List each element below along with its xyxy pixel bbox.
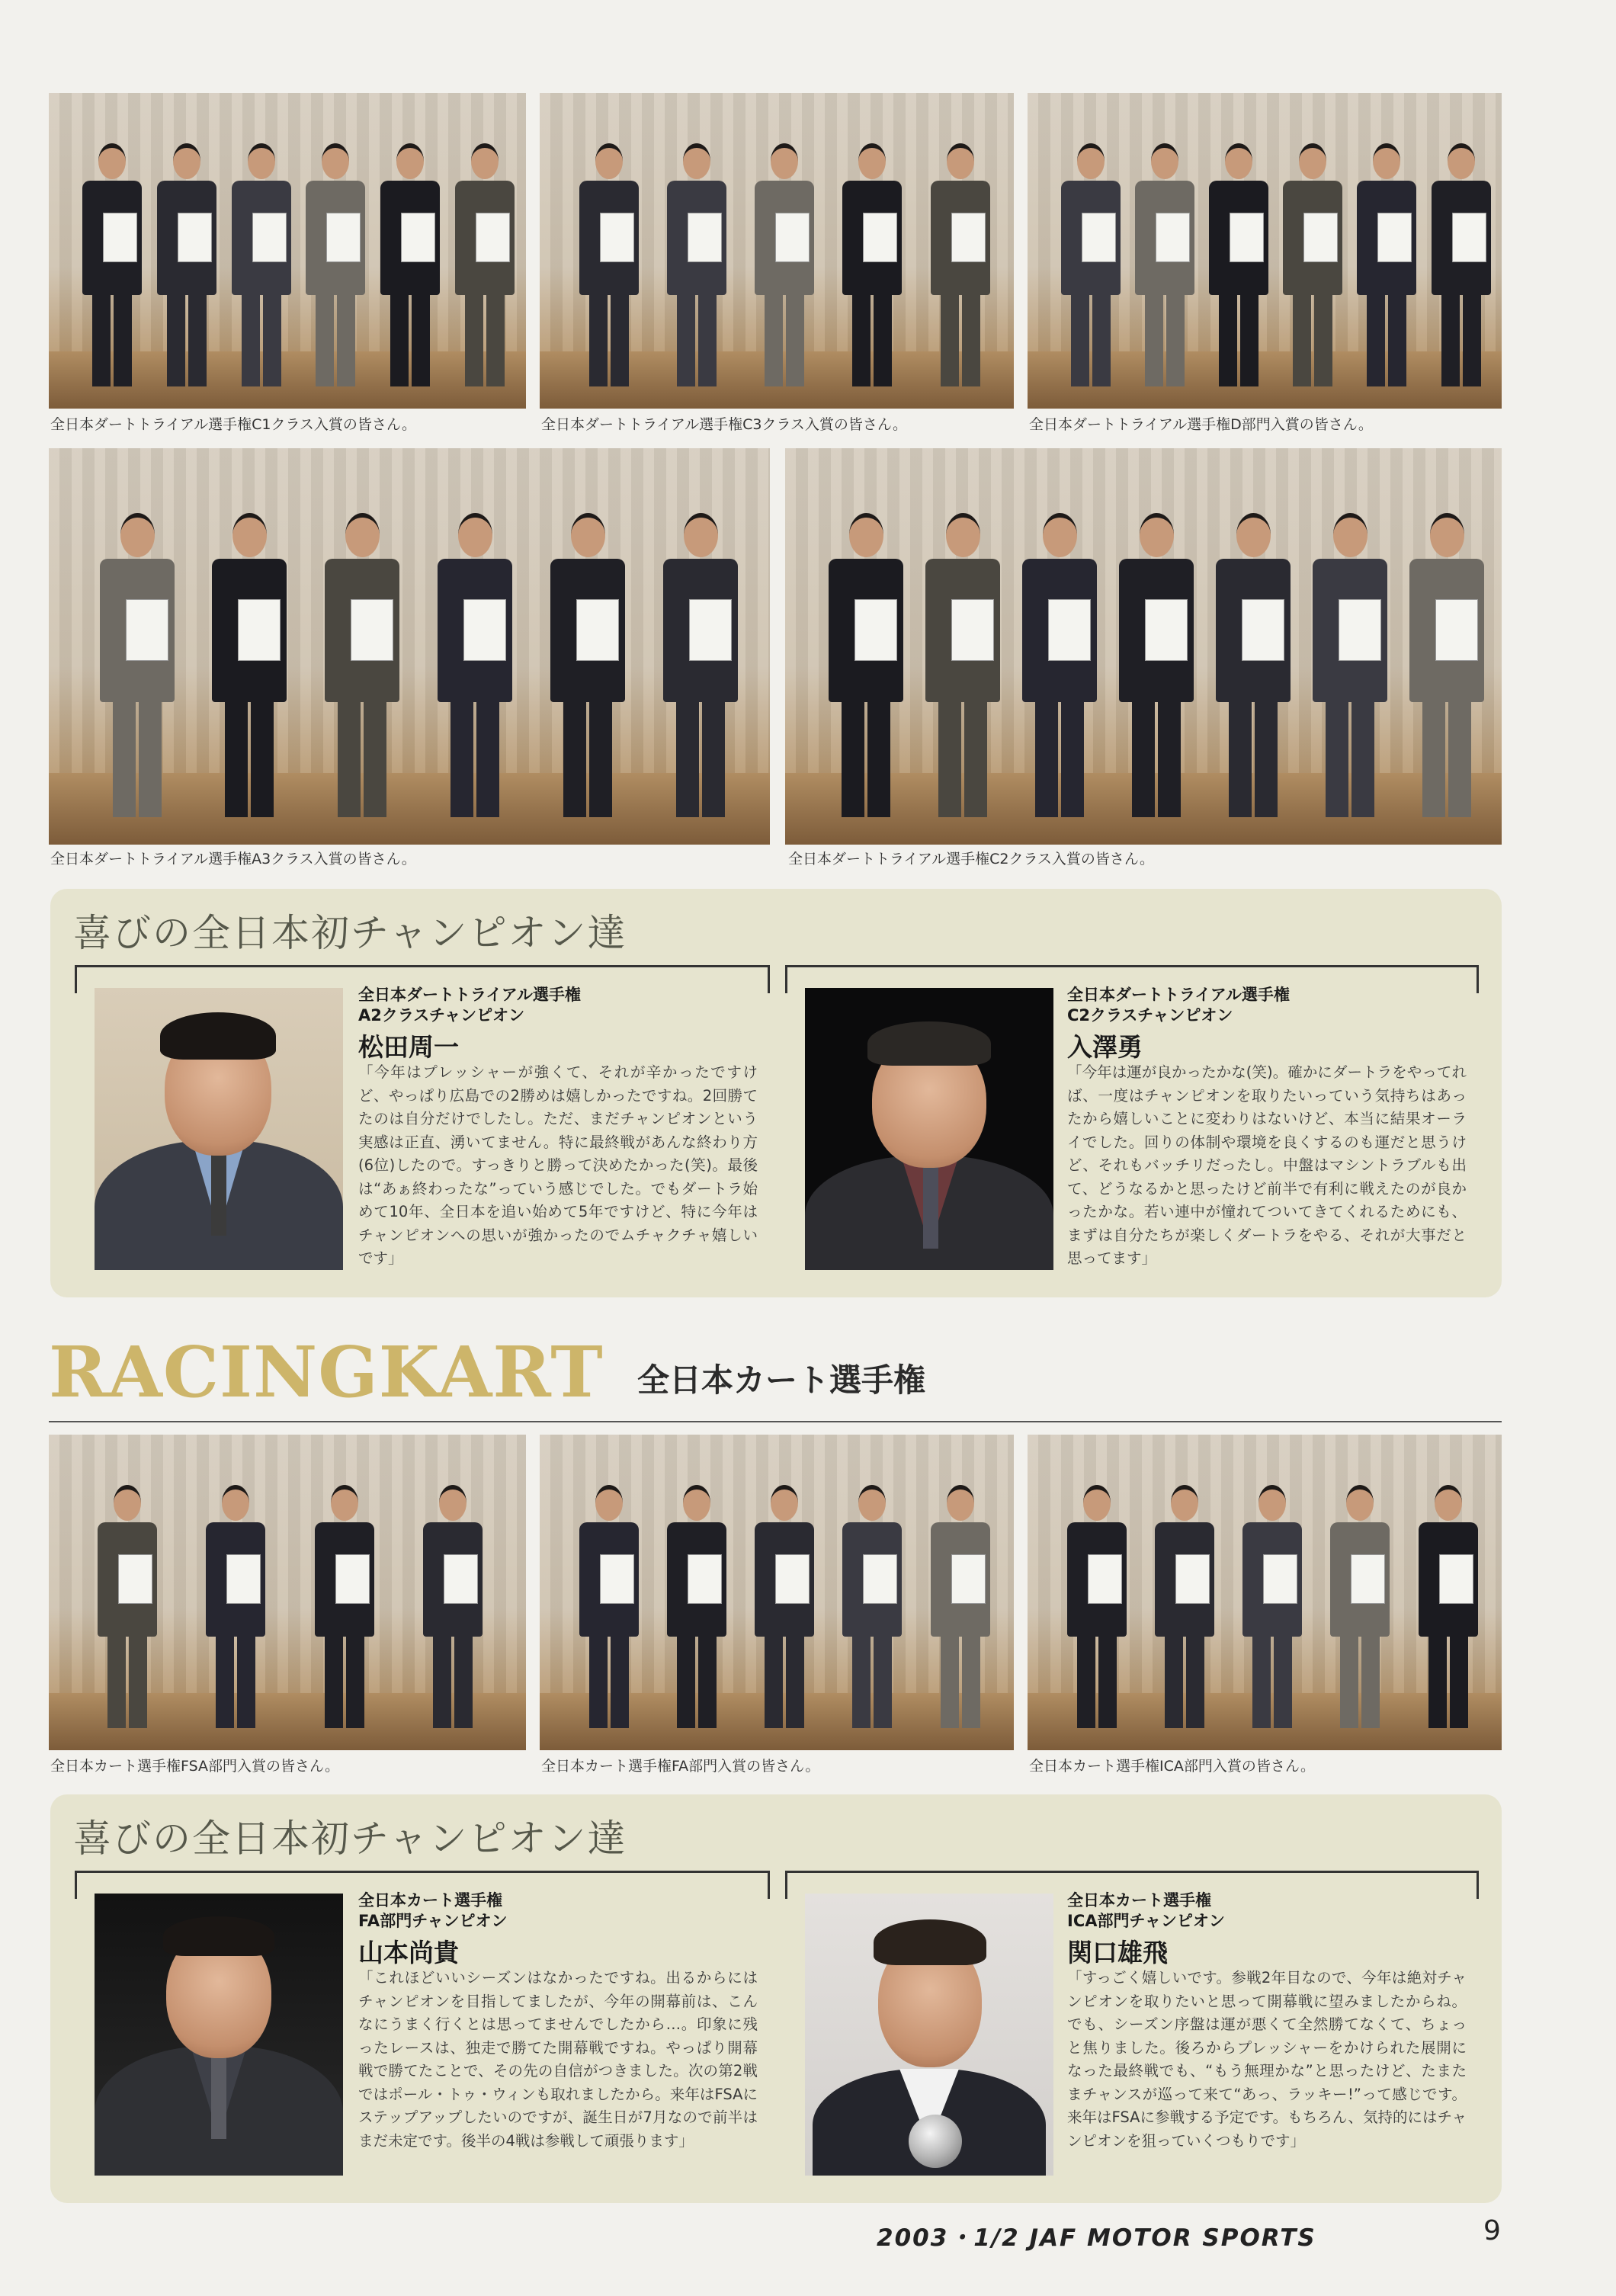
award-recipient-figure bbox=[931, 143, 990, 386]
champion-name: 関口雄飛 bbox=[1067, 1938, 1168, 1967]
caption-c2: 全日本ダートトライアル選手権C2クラス入賞の皆さん。 bbox=[788, 851, 1155, 867]
class-label: ICA部門チャンピオン bbox=[1067, 1912, 1225, 1930]
award-recipient-figure bbox=[579, 1485, 639, 1728]
caption-d: 全日本ダートトライアル選手権D部門入賞の皆さん。 bbox=[1029, 416, 1373, 433]
section-rule bbox=[49, 1421, 1502, 1422]
award-photo-c3 bbox=[540, 93, 1014, 409]
page-number: 9 bbox=[1483, 2215, 1501, 2246]
champion-portrait bbox=[95, 1894, 343, 2176]
champion-quote: 「今年はプレッシャーが強くて、それが辛かったですけど、やっぱり広島での2勝めは嬉しかったですね。2回勝てたのは自分だけでしたし。ただ、まだチャンピオンという実感は正直、湧いてません。特に最終戦があんな終わり方(6位)したので。すっきりと勝って決めたかった(笑)。最後は“あぁ終わったな”っていう感じでした。でもダートラ始めて10年、全日本を追い始めて5年ですけど、特に今年はチャンピオンへの思いが強かったのでムチャクチャ嬉しいです」 bbox=[358, 1063, 758, 1267]
award-recipient-figure bbox=[1119, 513, 1194, 817]
award-recipient-figure bbox=[423, 1485, 483, 1728]
series-label: 全日本ダートトライアル選手権 bbox=[358, 986, 581, 1004]
award-recipient-figure bbox=[579, 143, 639, 386]
champion-portrait bbox=[95, 988, 343, 1270]
award-recipient-figure bbox=[325, 513, 399, 817]
award-recipient-figure bbox=[1330, 1485, 1390, 1728]
award-recipient-figure bbox=[663, 513, 738, 817]
award-recipient-figure bbox=[1022, 513, 1097, 817]
award-recipient-figure bbox=[1283, 143, 1342, 386]
award-recipient-figure bbox=[380, 143, 440, 386]
award-recipient-figure bbox=[925, 513, 1000, 817]
award-recipient-figure bbox=[306, 143, 365, 386]
award-recipient-figure bbox=[1216, 513, 1291, 817]
award-photo-ica bbox=[1028, 1435, 1502, 1750]
award-photo-fsa bbox=[49, 1435, 526, 1750]
series-label: 全日本ダートトライアル選手権 bbox=[1067, 986, 1290, 1004]
magazine-footer: 2003・1/2 JAF MOTOR SPORTS bbox=[877, 2224, 1316, 2252]
caption-c1: 全日本ダートトライアル選手権C1クラス入賞の皆さん。 bbox=[50, 416, 417, 433]
award-recipient-figure bbox=[206, 1485, 265, 1728]
award-photo-fa bbox=[540, 1435, 1014, 1750]
champion-quote: 「今年は運が良かったかな(笑)。確かにダートラをやってれば、一度はチャンピオンを取りたいっていう気持ちはあったから嬉しいことに変わりはないけど、本当に結果オーライでした。回りの体制や環境を良くするのも運だと思うけど、それもバッチリだったし。中盤はマシントラブルも出て、どうなるかと思ったけど前半で有利に戦えたのが良かったかな。若い連中が憧れてついてきてくれるためにも、まずは自分たちが楽しくダートラをやる、それが大事だと思ってます」 bbox=[1067, 1063, 1467, 1267]
caption-a3: 全日本ダートトライアル選手権A3クラス入賞の皆さん。 bbox=[50, 851, 416, 867]
series-label: 全日本カート選手権 bbox=[1067, 1891, 1211, 1910]
award-recipient-figure bbox=[232, 143, 291, 386]
section-subtitle: 全日本カート選手権 bbox=[637, 1361, 926, 1399]
award-recipient-figure bbox=[455, 143, 515, 386]
champion-series bbox=[1067, 985, 1290, 1026]
award-recipient-figure bbox=[1209, 143, 1268, 386]
award-recipient-figure bbox=[1135, 143, 1194, 386]
award-recipient-figure bbox=[1242, 1485, 1302, 1728]
award-recipient-figure bbox=[1313, 513, 1387, 817]
award-recipient-figure bbox=[212, 513, 287, 817]
award-recipient-figure bbox=[1155, 1485, 1214, 1728]
award-recipient-figure bbox=[1409, 513, 1484, 817]
champion-portrait bbox=[805, 1894, 1053, 2176]
award-recipient-figure bbox=[667, 1485, 726, 1728]
caption-c3: 全日本ダートトライアル選手権C3クラス入賞の皆さん。 bbox=[541, 416, 908, 433]
series-label: 全日本カート選手権 bbox=[358, 1891, 502, 1910]
champion-name: 入澤勇 bbox=[1067, 1032, 1143, 1062]
panel-title: 喜びの全日本初チャンピオン達 bbox=[73, 911, 627, 955]
award-recipient-figure bbox=[100, 513, 175, 817]
award-photo-d bbox=[1028, 93, 1502, 409]
award-recipient-figure bbox=[667, 143, 726, 386]
award-recipient-figure bbox=[755, 1485, 814, 1728]
section-title-racingkart: RACINGKART bbox=[49, 1331, 604, 1413]
champion-quote: 「これほどいいシーズンはなかったですね。出るからにはチャンピオンを目指してましたが、今年の開幕前は、こんなにうまく行くとは思ってませんでしたから…。印象に残ったレースは、独走で勝てた開幕戦ですね。やっぱり開幕戦で勝てたことで、その先の自信がつきました。次の第2戦ではポール・トゥ・ウィンも取れましたから。来年はFSAにステップアップしたいのですが、誕生日が7月なので前半はまだ未定です。後半の4戦は参戦して頑張ります」 bbox=[358, 1969, 758, 2150]
award-recipient-figure bbox=[931, 1485, 990, 1728]
champion-quote: 「すっごく嬉しいです。参戦2年目なので、今年は絶対チャンピオンを取りたいと思って開幕戦に望みましたからね。でも、シーズン序盤は運が悪くて全然勝てなくて、ちょっと焦りました。後ろからプレッシャーをかけられた展開になった最終戦でも、“もう無理かな”と思ったけど、たまたまチャンスが巡って来て“あっ、ラッキー!”って感じです。来年はFSAに参戦する予定です。もちろん、気持的にはチャンピオンを狙っていくつもりです」 bbox=[1067, 1969, 1467, 2150]
caption-fa: 全日本カート選手権FA部門入賞の皆さん。 bbox=[541, 1758, 820, 1775]
caption-ica: 全日本カート選手権ICA部門入賞の皆さん。 bbox=[1029, 1758, 1316, 1775]
award-recipient-figure bbox=[1067, 1485, 1127, 1728]
award-recipient-figure bbox=[438, 513, 512, 817]
award-recipient-figure bbox=[98, 1485, 157, 1728]
class-label: FA部門チャンピオン bbox=[358, 1912, 508, 1930]
class-label: C2クラスチャンピオン bbox=[1067, 1006, 1233, 1025]
award-recipient-figure bbox=[82, 143, 142, 386]
award-recipient-figure bbox=[1357, 143, 1416, 386]
award-recipient-figure bbox=[829, 513, 903, 817]
award-recipient-figure bbox=[1061, 143, 1121, 386]
award-recipient-figure bbox=[755, 143, 814, 386]
class-label: A2クラスチャンピオン bbox=[358, 1006, 525, 1025]
award-recipient-figure bbox=[315, 1485, 374, 1728]
panel-title: 喜びの全日本初チャンピオン達 bbox=[73, 1817, 627, 1861]
award-recipient-figure bbox=[1419, 1485, 1478, 1728]
champion-name: 山本尚貴 bbox=[358, 1938, 459, 1967]
award-recipient-figure bbox=[550, 513, 625, 817]
award-recipient-figure bbox=[157, 143, 216, 386]
champion-portrait bbox=[805, 988, 1053, 1270]
award-recipient-figure bbox=[842, 143, 902, 386]
champion-series bbox=[1067, 1890, 1225, 1932]
caption-fsa: 全日本カート選手権FSA部門入賞の皆さん。 bbox=[50, 1758, 340, 1775]
award-recipient-figure bbox=[842, 1485, 902, 1728]
champion-series bbox=[358, 985, 581, 1026]
champion-series bbox=[358, 1890, 508, 1932]
award-photo-c1 bbox=[49, 93, 526, 409]
champion-name: 松田周一 bbox=[358, 1032, 459, 1062]
award-photo-c2 bbox=[785, 448, 1502, 845]
award-recipient-figure bbox=[1432, 143, 1491, 386]
award-photo-a3 bbox=[49, 448, 770, 845]
